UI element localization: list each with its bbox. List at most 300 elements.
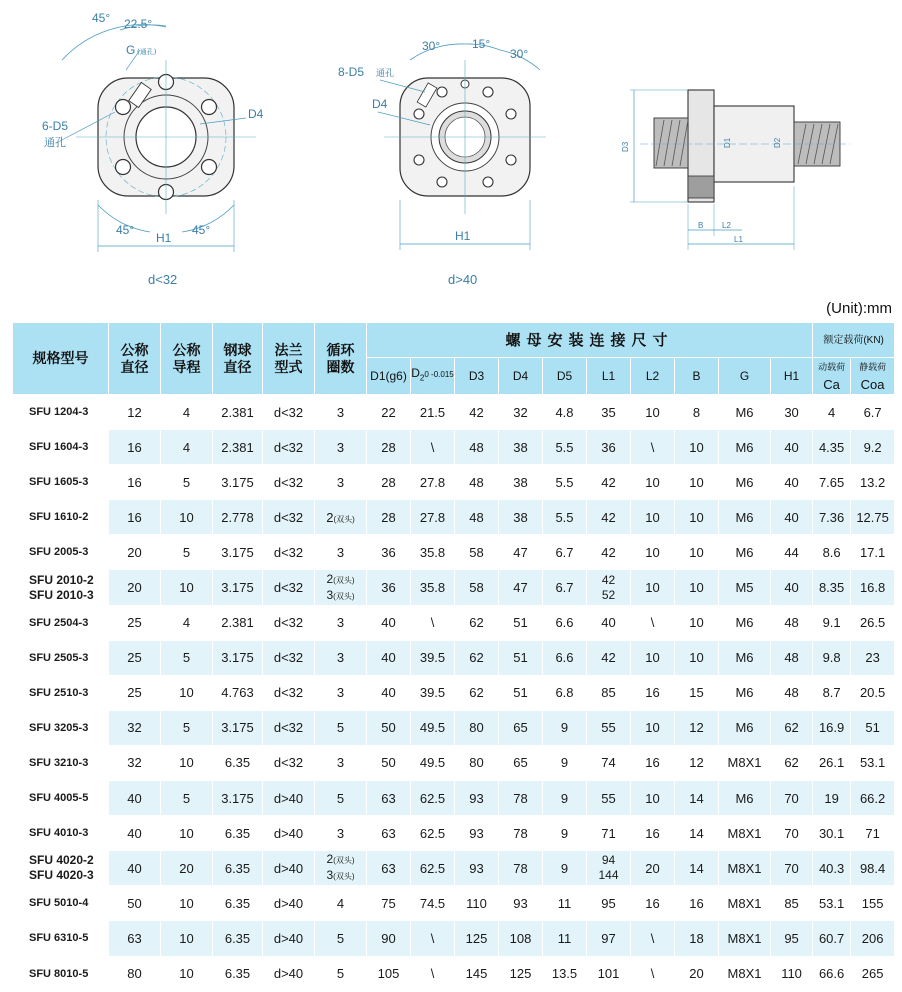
cell-ca: 40.3 xyxy=(813,851,851,886)
table-row xyxy=(13,781,895,816)
cell-d2: 21.5 xyxy=(411,395,455,430)
cell-d5: 6.8 xyxy=(543,675,587,710)
cell-lead: 5 xyxy=(161,710,213,745)
header-d3: D3 xyxy=(455,358,499,395)
label-d1: D1 xyxy=(723,137,732,148)
cell-d5: 6.7 xyxy=(543,570,587,605)
cell-model: SFU 2504-3 xyxy=(13,605,109,640)
cell-d5: 9 xyxy=(543,816,587,851)
cell-lead: 5 xyxy=(161,781,213,816)
cell-g: M5 xyxy=(719,570,771,605)
cell-d: 63 xyxy=(109,921,161,956)
cell-flange: d<32 xyxy=(263,640,315,675)
cell-lead: 5 xyxy=(161,535,213,570)
cell-circuits: 3 xyxy=(315,640,367,675)
cell-d4: 51 xyxy=(499,675,543,710)
label-l2: L2 xyxy=(722,221,731,230)
cell-l1: 55 xyxy=(587,710,631,745)
cell-l1: 97 xyxy=(587,921,631,956)
cell-d2: \ xyxy=(411,430,455,465)
label-b: B xyxy=(698,221,704,230)
cell-model: SFU 4020-2 SFU 4020-3 xyxy=(13,851,109,886)
cell-coa: 16.8 xyxy=(851,570,895,605)
cell-d4: 78 xyxy=(499,851,543,886)
cell-ball: 6.35 xyxy=(213,921,263,956)
cell-d1: 40 xyxy=(367,640,411,675)
cell-g: M6 xyxy=(719,430,771,465)
label-angle-22-5: 22.5° xyxy=(124,17,153,31)
cell-coa: 98.4 xyxy=(851,851,895,886)
table-row xyxy=(13,745,895,780)
header-d2: $D_20$ -0.015 xyxy=(411,358,455,395)
cell-flange: d<32 xyxy=(263,605,315,640)
label-angle-45-bl: 45° xyxy=(116,223,135,237)
label-d3: D3 xyxy=(621,141,630,152)
cell-model: SFU 6310-5 xyxy=(13,921,109,956)
table-row xyxy=(13,500,895,535)
table-row xyxy=(13,640,895,675)
cell-d5: 6.7 xyxy=(543,535,587,570)
label-g: G xyxy=(126,43,136,57)
cell-d2: 35.8 xyxy=(411,570,455,605)
cell-d2: \ xyxy=(411,921,455,956)
header-d5: D5 xyxy=(543,358,587,395)
cell-flange: d<32 xyxy=(263,675,315,710)
cell-l2: 16 xyxy=(631,675,675,710)
cell-l1: 42 xyxy=(587,640,631,675)
cell-b: 10 xyxy=(675,570,719,605)
label-angle-45-top: 45° xyxy=(92,11,111,25)
cell-lead: 10 xyxy=(161,570,213,605)
header-l2: L2 xyxy=(631,358,675,395)
cell-d1: 36 xyxy=(367,570,411,605)
cell-ball: 3.175 xyxy=(213,640,263,675)
cell-g: M6 xyxy=(719,500,771,535)
cell-ca: 8.6 xyxy=(813,535,851,570)
cell-ca: 7.36 xyxy=(813,500,851,535)
cell-circuits: 5 xyxy=(315,781,367,816)
cell-d1: 90 xyxy=(367,921,411,956)
cell-l1: 95 xyxy=(587,886,631,921)
cell-circuits: 5 xyxy=(315,956,367,991)
table-row xyxy=(13,886,895,921)
header-model: 规格型号 xyxy=(13,323,109,395)
label-g-note: (通孔) xyxy=(137,48,157,56)
cell-flange: d>40 xyxy=(263,956,315,991)
cell-d3: 48 xyxy=(455,430,499,465)
cell-circuits: 3 xyxy=(315,675,367,710)
cell-g: M8X1 xyxy=(719,745,771,780)
label-h1-middle: H1 xyxy=(455,229,471,243)
cell-b: 12 xyxy=(675,745,719,780)
cell-l1: 55 xyxy=(587,781,631,816)
label-angle-30-right: 30° xyxy=(510,47,529,61)
cell-b: 15 xyxy=(675,675,719,710)
cell-coa: 51 xyxy=(851,710,895,745)
cell-ca: 30.1 xyxy=(813,816,851,851)
cell-model: SFU 1605-3 xyxy=(13,465,109,500)
cell-ca: 16.9 xyxy=(813,710,851,745)
cell-d4: 78 xyxy=(499,781,543,816)
header-flange-type: 法兰 型式 xyxy=(263,323,315,395)
cell-d4: 47 xyxy=(499,535,543,570)
cell-h1: 40 xyxy=(771,570,813,605)
header-coa: 静载荷 Coa xyxy=(851,358,895,395)
spec-table-body xyxy=(13,395,895,992)
table-row xyxy=(13,430,895,465)
cell-flange: d<32 xyxy=(263,465,315,500)
cell-h1: 110 xyxy=(771,956,813,991)
label-through-hole-middle: 通孔 xyxy=(376,69,395,79)
cell-d2: 39.5 xyxy=(411,675,455,710)
cell-flange: d>40 xyxy=(263,781,315,816)
cell-flange: d<32 xyxy=(263,570,315,605)
cell-d2: \ xyxy=(411,605,455,640)
cell-d2: 35.8 xyxy=(411,535,455,570)
cell-b: 10 xyxy=(675,535,719,570)
cell-b: 10 xyxy=(675,465,719,500)
cell-d3: 110 xyxy=(455,886,499,921)
header-g: G xyxy=(719,358,771,395)
cell-d5: 9 xyxy=(543,781,587,816)
cell-d: 20 xyxy=(109,570,161,605)
cell-lead: 5 xyxy=(161,640,213,675)
label-angle-30-left: 30° xyxy=(422,39,441,53)
cell-circuits: 3 xyxy=(315,465,367,500)
cell-d3: 58 xyxy=(455,535,499,570)
cell-model: SFU 4010-3 xyxy=(13,816,109,851)
cell-b: 14 xyxy=(675,851,719,886)
cell-lead: 4 xyxy=(161,430,213,465)
cell-h1: 40 xyxy=(771,465,813,500)
cell-flange: d<32 xyxy=(263,500,315,535)
cell-d3: 62 xyxy=(455,640,499,675)
cell-ball: 4.763 xyxy=(213,675,263,710)
cell-l1: 42 xyxy=(587,500,631,535)
cell-ball: 3.175 xyxy=(213,781,263,816)
cell-l1: 74 xyxy=(587,745,631,780)
cell-l2: 16 xyxy=(631,886,675,921)
cell-d4: 38 xyxy=(499,430,543,465)
cell-l2: \ xyxy=(631,956,675,991)
cell-ca: 19 xyxy=(813,781,851,816)
cell-d2: 74.5 xyxy=(411,886,455,921)
cell-d: 40 xyxy=(109,851,161,886)
cell-ball: 6.35 xyxy=(213,816,263,851)
cell-d3: 125 xyxy=(455,921,499,956)
cell-h1: 48 xyxy=(771,605,813,640)
unit-label: (Unit):mm xyxy=(826,300,892,317)
cell-d3: 80 xyxy=(455,710,499,745)
cell-l2: \ xyxy=(631,921,675,956)
cell-d5: 5.5 xyxy=(543,465,587,500)
cell-d: 25 xyxy=(109,675,161,710)
header-l1: L1 xyxy=(587,358,631,395)
cell-model: SFU 2510-3 xyxy=(13,675,109,710)
cell-b: 18 xyxy=(675,921,719,956)
cell-l1: 40 xyxy=(587,605,631,640)
cell-circuits: 3 xyxy=(315,395,367,430)
cell-flange: d<32 xyxy=(263,395,315,430)
cell-d5: 9 xyxy=(543,851,587,886)
cell-d4: 38 xyxy=(499,500,543,535)
cell-g: M6 xyxy=(719,605,771,640)
cell-ca: 9.1 xyxy=(813,605,851,640)
cell-b: 20 xyxy=(675,956,719,991)
cell-flange: d<32 xyxy=(263,430,315,465)
cell-d4: 51 xyxy=(499,640,543,675)
cell-g: M8X1 xyxy=(719,851,771,886)
header-nominal-lead: 公称 导程 xyxy=(161,323,213,395)
cell-d: 25 xyxy=(109,605,161,640)
label-d2: D2 xyxy=(773,137,782,148)
cell-h1: 62 xyxy=(771,710,813,745)
cell-d1: 28 xyxy=(367,500,411,535)
cell-l2: 16 xyxy=(631,816,675,851)
cell-d1: 40 xyxy=(367,675,411,710)
cell-h1: 40 xyxy=(771,500,813,535)
cell-lead: 4 xyxy=(161,395,213,430)
cell-ca: 9.8 xyxy=(813,640,851,675)
cell-circuits: 5 xyxy=(315,710,367,745)
cell-d: 16 xyxy=(109,500,161,535)
cell-circuits: 4 xyxy=(315,886,367,921)
cell-d: 80 xyxy=(109,956,161,991)
cell-l2: 20 xyxy=(631,851,675,886)
cell-ca: 60.7 xyxy=(813,921,851,956)
header-nut-dimensions: 螺母安装连接尺寸 xyxy=(367,323,813,358)
cell-d: 20 xyxy=(109,535,161,570)
label-d4-left: D4 xyxy=(248,107,264,121)
table-row xyxy=(13,535,895,570)
cell-g: M6 xyxy=(719,395,771,430)
cell-flange: d<32 xyxy=(263,745,315,780)
cell-circuits: 3 xyxy=(315,816,367,851)
cell-h1: 44 xyxy=(771,535,813,570)
cell-h1: 40 xyxy=(771,430,813,465)
cell-lead: 10 xyxy=(161,816,213,851)
cell-d2: 49.5 xyxy=(411,745,455,780)
cell-g: M6 xyxy=(719,675,771,710)
header-d1: D1(g6) xyxy=(367,358,411,395)
cell-l2: 10 xyxy=(631,465,675,500)
header-nominal-diameter: 公称 直径 xyxy=(109,323,161,395)
cell-coa: 20.5 xyxy=(851,675,895,710)
caption-large-flange: d>40 xyxy=(448,272,478,287)
cell-d1: 40 xyxy=(367,605,411,640)
cell-l1: 35 xyxy=(587,395,631,430)
cell-d3: 93 xyxy=(455,816,499,851)
cell-d4: 78 xyxy=(499,816,543,851)
cell-flange: d>40 xyxy=(263,816,315,851)
cell-h1: 95 xyxy=(771,921,813,956)
cell-model: SFU 1610-2 xyxy=(13,500,109,535)
cell-flange: d<32 xyxy=(263,535,315,570)
cell-d5: 6.6 xyxy=(543,605,587,640)
caption-small-flange: d<32 xyxy=(148,272,178,287)
cell-l2: 10 xyxy=(631,781,675,816)
cell-d2: 62.5 xyxy=(411,781,455,816)
table-row xyxy=(13,605,895,640)
cell-d3: 42 xyxy=(455,395,499,430)
cell-model: SFU 2505-3 xyxy=(13,640,109,675)
cell-d1: 28 xyxy=(367,465,411,500)
cell-b: 12 xyxy=(675,710,719,745)
cell-coa: 71 xyxy=(851,816,895,851)
cell-coa: 13.2 xyxy=(851,465,895,500)
cell-l2: 10 xyxy=(631,570,675,605)
cell-l1: 94 144 xyxy=(587,851,631,886)
cell-circuits: 3 xyxy=(315,605,367,640)
cell-d5: 9 xyxy=(543,710,587,745)
label-angle-15: 15° xyxy=(472,37,491,51)
label-through-hole-left: 通孔 xyxy=(44,136,66,149)
cell-b: 10 xyxy=(675,640,719,675)
cell-g: M8X1 xyxy=(719,886,771,921)
cell-l1: 85 xyxy=(587,675,631,710)
cell-g: M6 xyxy=(719,465,771,500)
cell-ball: 3.175 xyxy=(213,535,263,570)
cell-d1: 63 xyxy=(367,781,411,816)
cell-d: 50 xyxy=(109,886,161,921)
cell-coa: 12.75 xyxy=(851,500,895,535)
cell-b: 10 xyxy=(675,430,719,465)
cell-d5: 13.5 xyxy=(543,956,587,991)
cell-d1: 22 xyxy=(367,395,411,430)
cell-coa: 206 xyxy=(851,921,895,956)
ball-nut-spec-table xyxy=(12,322,895,992)
cell-ca: 66.6 xyxy=(813,956,851,991)
cell-d2: 27.8 xyxy=(411,500,455,535)
cell-d: 32 xyxy=(109,710,161,745)
cell-d4: 38 xyxy=(499,465,543,500)
cell-g: M6 xyxy=(719,535,771,570)
cell-ball: 2.381 xyxy=(213,430,263,465)
cell-l2: 10 xyxy=(631,500,675,535)
cell-d2: 27.8 xyxy=(411,465,455,500)
cell-h1: 70 xyxy=(771,816,813,851)
cell-d: 16 xyxy=(109,430,161,465)
table-row xyxy=(13,956,895,991)
cell-d4: 47 xyxy=(499,570,543,605)
flange-drawing-small xyxy=(42,11,264,287)
cell-b: 10 xyxy=(675,605,719,640)
cell-d4: 93 xyxy=(499,886,543,921)
cell-ball: 2.381 xyxy=(213,395,263,430)
cell-coa: 6.7 xyxy=(851,395,895,430)
cell-d4: 32 xyxy=(499,395,543,430)
cell-l1: 71 xyxy=(587,816,631,851)
cell-d3: 145 xyxy=(455,956,499,991)
cell-d4: 108 xyxy=(499,921,543,956)
cell-h1: 30 xyxy=(771,395,813,430)
cell-d4: 125 xyxy=(499,956,543,991)
cell-d3: 48 xyxy=(455,465,499,500)
cell-d3: 62 xyxy=(455,675,499,710)
cell-lead: 10 xyxy=(161,921,213,956)
cell-ball: 6.35 xyxy=(213,745,263,780)
table-row xyxy=(13,395,895,430)
nut-side-view xyxy=(621,90,850,250)
cell-ca: 53.1 xyxy=(813,886,851,921)
cell-h1: 48 xyxy=(771,675,813,710)
cell-coa: 17.1 xyxy=(851,535,895,570)
cell-l2: 10 xyxy=(631,395,675,430)
cell-l1: 42 52 xyxy=(587,570,631,605)
cell-d: 32 xyxy=(109,745,161,780)
cell-d3: 62 xyxy=(455,605,499,640)
cell-coa: 155 xyxy=(851,886,895,921)
cell-d2: 39.5 xyxy=(411,640,455,675)
cell-l2: 16 xyxy=(631,745,675,780)
cell-lead: 10 xyxy=(161,745,213,780)
cell-d2: 62.5 xyxy=(411,851,455,886)
cell-d3: 93 xyxy=(455,781,499,816)
cell-d1: 63 xyxy=(367,851,411,886)
cell-d5: 11 xyxy=(543,886,587,921)
cell-flange: d>40 xyxy=(263,851,315,886)
cell-ca: 4 xyxy=(813,395,851,430)
cell-d3: 58 xyxy=(455,570,499,605)
cell-lead: 4 xyxy=(161,605,213,640)
cell-d1: 50 xyxy=(367,710,411,745)
cell-d5: 11 xyxy=(543,921,587,956)
cell-ball: 2.778 xyxy=(213,500,263,535)
cell-b: 10 xyxy=(675,500,719,535)
cell-d4: 65 xyxy=(499,710,543,745)
table-row xyxy=(13,921,895,956)
cell-ca: 8.35 xyxy=(813,570,851,605)
cell-d1: 63 xyxy=(367,816,411,851)
header-b: B xyxy=(675,358,719,395)
table-row xyxy=(13,675,895,710)
cell-ca: 7.65 xyxy=(813,465,851,500)
cell-lead: 5 xyxy=(161,465,213,500)
cell-model: SFU 3210-3 xyxy=(13,745,109,780)
cell-l2: \ xyxy=(631,605,675,640)
cell-d1: 75 xyxy=(367,886,411,921)
cell-l2: 10 xyxy=(631,710,675,745)
cell-g: M6 xyxy=(719,710,771,745)
label-angle-45-br: 45° xyxy=(192,223,211,237)
technical-drawings xyxy=(0,0,902,300)
cell-d: 40 xyxy=(109,781,161,816)
cell-model: SFU 1604-3 xyxy=(13,430,109,465)
cell-d4: 51 xyxy=(499,605,543,640)
cell-ball: 2.381 xyxy=(213,605,263,640)
cell-d4: 65 xyxy=(499,745,543,780)
label-d4-middle: D4 xyxy=(372,97,388,111)
cell-b: 14 xyxy=(675,781,719,816)
cell-model: SFU 1204-3 xyxy=(13,395,109,430)
cell-flange: d<32 xyxy=(263,710,315,745)
cell-d1: 36 xyxy=(367,535,411,570)
cell-g: M6 xyxy=(719,640,771,675)
cell-d5: 4.8 xyxy=(543,395,587,430)
cell-ball: 6.35 xyxy=(213,956,263,991)
cell-l2: 10 xyxy=(631,640,675,675)
cell-coa: 23 xyxy=(851,640,895,675)
cell-model: SFU 2005-3 xyxy=(13,535,109,570)
cell-g: M8X1 xyxy=(719,816,771,851)
header-d4: D4 xyxy=(499,358,543,395)
cell-d5: 5.5 xyxy=(543,430,587,465)
cell-lead: 20 xyxy=(161,851,213,886)
cell-h1: 62 xyxy=(771,745,813,780)
cell-circuits: 3 xyxy=(315,430,367,465)
cell-model: SFU 3205-3 xyxy=(13,710,109,745)
cell-model: SFU 8010-5 xyxy=(13,956,109,991)
